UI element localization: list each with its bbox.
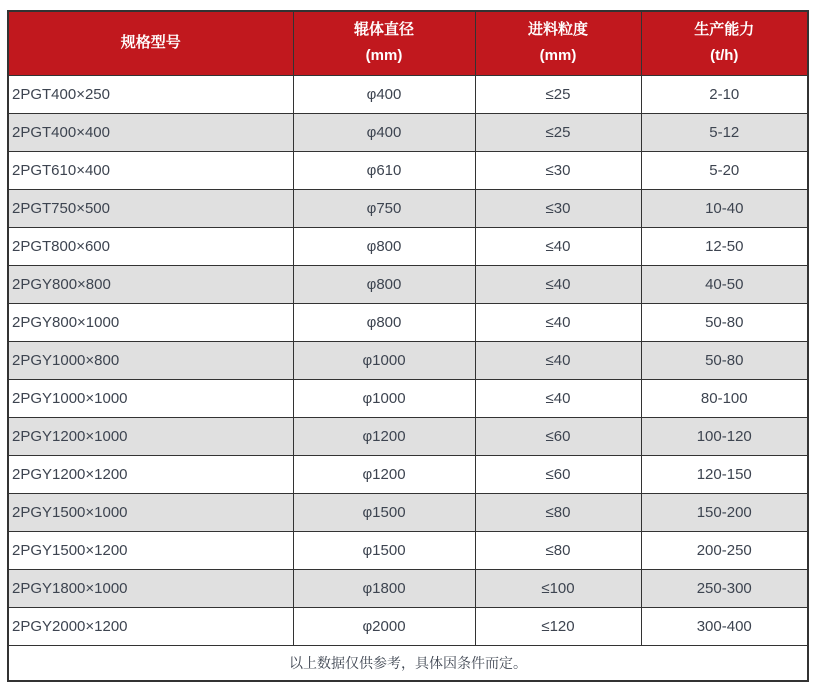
cell-roller-diameter: φ800 [293, 265, 475, 303]
cell-roller-diameter: φ750 [293, 189, 475, 227]
table-row [8, 341, 808, 379]
cell-feed-size: ≤40 [475, 303, 641, 341]
cell-model: 2PGT400×400 [8, 113, 293, 151]
cell-capacity: 150-200 [641, 493, 808, 531]
cell-roller-diameter: φ1000 [293, 341, 475, 379]
cell-roller-diameter: φ1800 [293, 569, 475, 607]
cell-model: 2PGY800×1000 [8, 303, 293, 341]
cell-feed-size: ≤40 [475, 379, 641, 417]
cell-capacity: 50-80 [641, 303, 808, 341]
spec-table [7, 10, 809, 682]
cell-capacity: 10-40 [641, 189, 808, 227]
cell-model: 2PGT800×600 [8, 227, 293, 265]
cell-capacity: 5-12 [641, 113, 808, 151]
cell-feed-size: ≤30 [475, 151, 641, 189]
cell-capacity: 80-100 [641, 379, 808, 417]
table-footer [8, 645, 808, 681]
header-capacity [641, 11, 808, 75]
table-row [8, 303, 808, 341]
cell-feed-size: ≤25 [475, 113, 641, 151]
cell-capacity: 100-120 [641, 417, 808, 455]
table-row [8, 189, 808, 227]
table-row [8, 569, 808, 607]
table-row [8, 493, 808, 531]
header-roller-diameter [293, 11, 475, 75]
table-body [8, 75, 808, 645]
cell-feed-size: ≤60 [475, 455, 641, 493]
cell-model: 2PGT610×400 [8, 151, 293, 189]
cell-capacity: 2-10 [641, 75, 808, 113]
table-row [8, 227, 808, 265]
cell-model: 2PGT750×500 [8, 189, 293, 227]
header-feed-size [475, 11, 641, 75]
cell-model: 2PGY800×800 [8, 265, 293, 303]
cell-roller-diameter: φ610 [293, 151, 475, 189]
header-capacity-label: 生产能力 [694, 21, 755, 39]
table-row [8, 75, 808, 113]
cell-feed-size: ≤40 [475, 265, 641, 303]
cell-roller-diameter: φ400 [293, 113, 475, 151]
table-row [8, 265, 808, 303]
cell-feed-size: ≤25 [475, 75, 641, 113]
header-feed-size-label: 进料粒度 [527, 21, 588, 39]
cell-model: 2PGY1500×1000 [8, 493, 293, 531]
cell-roller-diameter: φ1500 [293, 531, 475, 569]
cell-feed-size: ≤80 [475, 531, 641, 569]
header-model [8, 11, 293, 75]
header-roller-diameter-label: 辊体直径 [353, 21, 414, 39]
cell-feed-size: ≤60 [475, 417, 641, 455]
header-roller-diameter-unit: (mm) [365, 47, 403, 65]
table-row [8, 379, 808, 417]
cell-model: 2PGY1000×1000 [8, 379, 293, 417]
cell-feed-size: ≤40 [475, 341, 641, 379]
header-row [8, 11, 808, 75]
cell-feed-size: ≤80 [475, 493, 641, 531]
cell-roller-diameter: φ400 [293, 75, 475, 113]
table-row [8, 455, 808, 493]
table-header [8, 11, 808, 75]
cell-roller-diameter: φ2000 [293, 607, 475, 645]
cell-model: 2PGY1200×1000 [8, 417, 293, 455]
cell-capacity: 250-300 [641, 569, 808, 607]
cell-capacity: 40-50 [641, 265, 808, 303]
cell-capacity: 300-400 [641, 607, 808, 645]
cell-feed-size: ≤100 [475, 569, 641, 607]
cell-feed-size: ≤40 [475, 227, 641, 265]
cell-capacity: 5-20 [641, 151, 808, 189]
footnote-row [8, 645, 808, 681]
cell-capacity: 12-50 [641, 227, 808, 265]
cell-roller-diameter: φ1200 [293, 455, 475, 493]
header-feed-size-unit: (mm) [539, 47, 577, 65]
cell-model: 2PGT400×250 [8, 75, 293, 113]
table-row [8, 607, 808, 645]
header-model-label: 规格型号 [120, 34, 181, 52]
cell-capacity: 200-250 [641, 531, 808, 569]
footnote: 以上数据仅供参考，具体因条件而定。 [8, 645, 808, 681]
cell-feed-size: ≤120 [475, 607, 641, 645]
cell-model: 2PGY1500×1200 [8, 531, 293, 569]
cell-roller-diameter: φ1500 [293, 493, 475, 531]
cell-model: 2PGY1800×1000 [8, 569, 293, 607]
cell-model: 2PGY2000×1200 [8, 607, 293, 645]
cell-model: 2PGY1200×1200 [8, 455, 293, 493]
cell-roller-diameter: φ800 [293, 227, 475, 265]
cell-capacity: 50-80 [641, 341, 808, 379]
cell-feed-size: ≤30 [475, 189, 641, 227]
table-row [8, 417, 808, 455]
cell-roller-diameter: φ800 [293, 303, 475, 341]
table-row [8, 113, 808, 151]
cell-model: 2PGY1000×800 [8, 341, 293, 379]
table-row [8, 531, 808, 569]
cell-roller-diameter: φ1000 [293, 379, 475, 417]
cell-capacity: 120-150 [641, 455, 808, 493]
table-row [8, 151, 808, 189]
cell-roller-diameter: φ1200 [293, 417, 475, 455]
header-capacity-unit: (t/h) [710, 47, 739, 65]
